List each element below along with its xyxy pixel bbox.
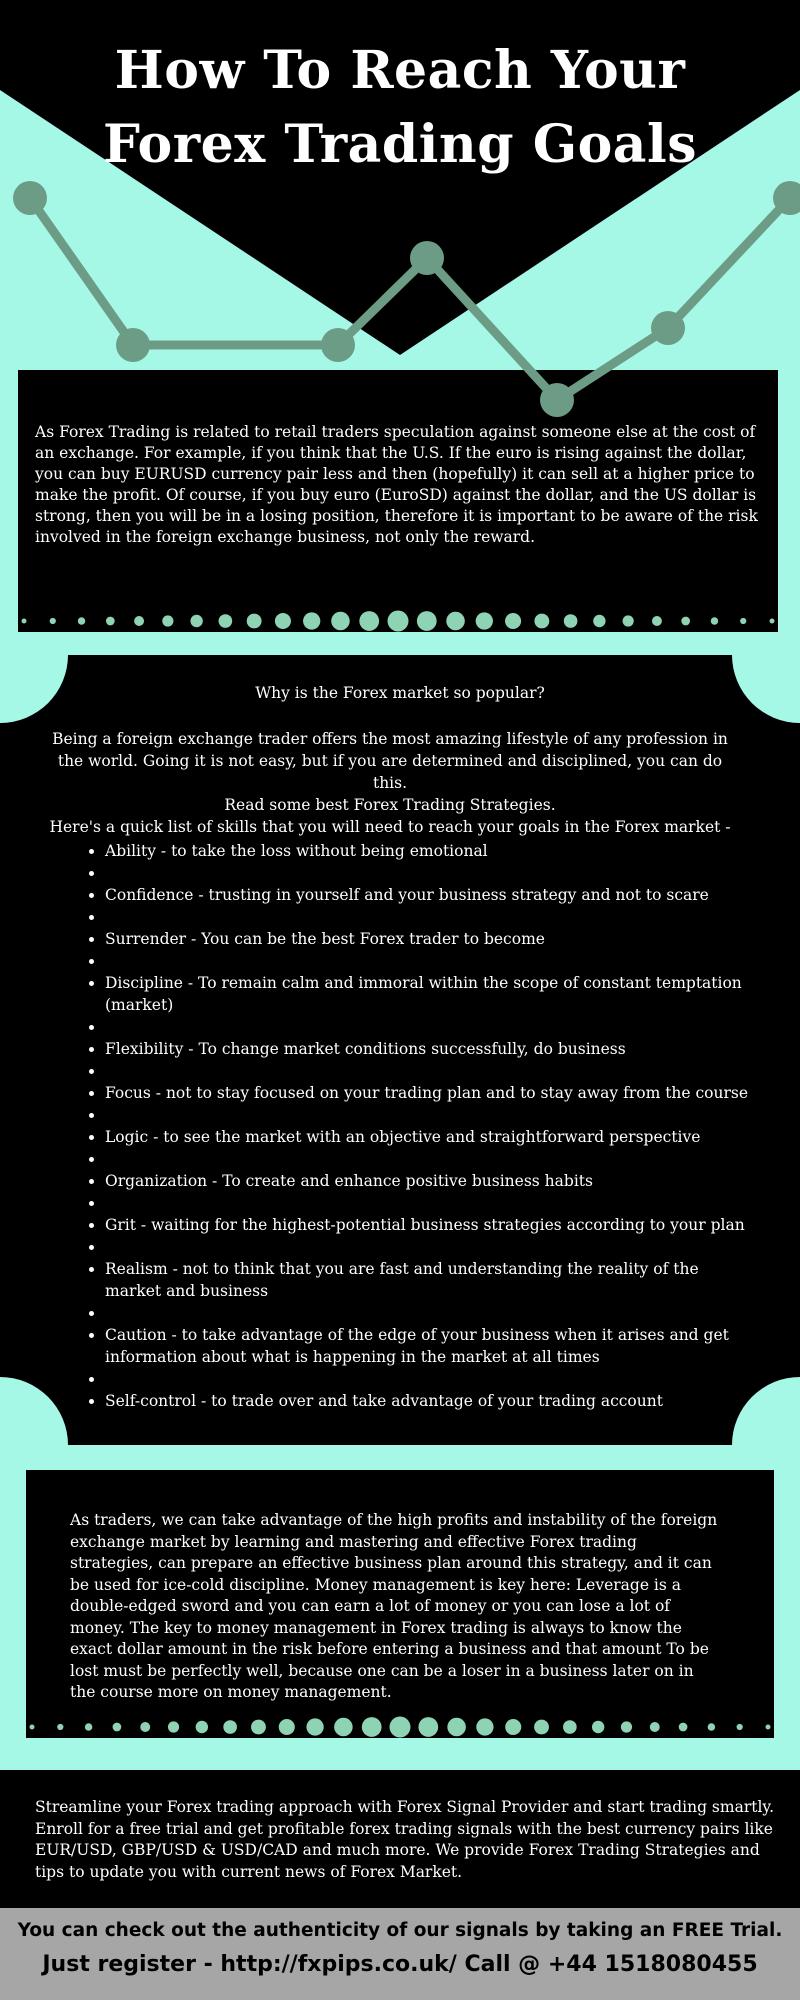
footer-trial-text: You can check out the authenticity of our signals by taking an FREE Trial. [17, 1920, 783, 1941]
divider-dot [134, 616, 144, 626]
skill-item: Realism - not to think that you are fast and understanding the reality of the market and business [105, 1258, 750, 1302]
divider-dot [78, 617, 85, 624]
skill-item-empty [105, 1236, 750, 1258]
trend-node [116, 328, 150, 362]
skill-item: Ability - to take the loss without being emotional [105, 840, 750, 862]
divider-dot [251, 1720, 266, 1735]
divider-dot [737, 1724, 743, 1730]
skills-list [105, 840, 750, 1412]
divider-dot [476, 1718, 493, 1735]
skill-item: Surrender - You can be the best Forex trader to become [105, 928, 750, 950]
trend-node [321, 328, 355, 362]
skill-item-empty [105, 906, 750, 928]
divider-dot [623, 615, 634, 626]
divider-dot [708, 1723, 715, 1730]
divider-dot [219, 614, 233, 628]
skill-item-empty [105, 1148, 750, 1170]
divider-dot [679, 1723, 688, 1732]
popular-line: the world. Going it is not easy, but if you are determined and disciplined, you can do this. [57, 752, 723, 792]
divider-dot [621, 1721, 632, 1732]
divider-dot [534, 1720, 549, 1735]
page-title-line-1: How To Reach Your [114, 40, 686, 101]
divider-dot [113, 1723, 122, 1732]
skill-item: Focus - not to stay focused on your trading plan and to stay away from the course [105, 1084, 749, 1102]
divider-dot [168, 1721, 179, 1732]
divider-dot [711, 617, 718, 624]
divider-dot [388, 611, 409, 632]
divider-dot [22, 619, 27, 624]
skill-item-empty [105, 1104, 750, 1126]
divider-dot [190, 615, 202, 627]
divider-dot [359, 611, 379, 631]
divider-dot [85, 1723, 92, 1730]
traders-paragraph: As traders, we can take advantage of the high profits and instability of the foreign exchange market by learning and mastering and effective Forex trading strategies, can prepare an effective business plan around this strategy, and it can be used for ice-cold discipline. Money management is key here: Leverage is a double-edged sword and you can earn a lot of money or you can lose a lot of money. The key to money management in Forex trading is always to know the exact dollar amount in the risk before entering a business and that amount To be lost must be perfectly well, because one can be a loser in a business later on in the course more on money management. [70, 1511, 718, 1701]
streamline-paragraph: Streamline your Forex trading approach with Forex Signal Provider and start trading smartly. Enroll for a free trial and get profitable forex trading signals with the best currency pairs like EUR/USD, GBP/USD & USD/CAD and much more. We provide Forex Trading Strategies and tips to update you with current news of Forex Market. [35, 1798, 775, 1881]
divider-dot [592, 1721, 604, 1733]
trend-node [410, 241, 444, 275]
divider-dot [30, 1725, 35, 1730]
divider-dot [50, 618, 56, 624]
divider-dot [279, 1719, 295, 1735]
dot-divider [18, 604, 778, 638]
divider-dot [476, 612, 493, 629]
skill-item: Discipline - To remain calm and immoral within the scope of constant temptation (market) [105, 972, 750, 1016]
divider-dot [275, 613, 291, 629]
popular-heading: Why is the Forex market so popular? [255, 684, 545, 702]
popular-intro [40, 728, 740, 838]
skill-item-empty [105, 1016, 750, 1038]
skill-item-empty [105, 1302, 750, 1324]
divider-dot [534, 614, 549, 629]
skill-item-empty [105, 950, 750, 972]
popular-line: Read some best Forex Trading Strategies. [224, 796, 556, 814]
divider-dot [766, 1725, 771, 1730]
divider-dot [362, 1717, 382, 1737]
divider-dot [563, 1720, 577, 1734]
divider-dot [306, 1718, 323, 1735]
popular-line: Here's a quick list of skills that you will need to reach your goals in the Forex market - [49, 818, 731, 836]
divider-dot [593, 615, 605, 627]
skill-item-empty [105, 1192, 750, 1214]
divider-dot [162, 615, 173, 626]
divider-dot [223, 1720, 237, 1734]
divider-dot [505, 613, 521, 629]
divider-dot [446, 612, 465, 631]
divider-dot [770, 619, 775, 624]
trend-node [651, 311, 685, 345]
divider-dot [418, 1717, 438, 1737]
skill-item: Self-control - to trade over and take advantage of your trading account [105, 1390, 750, 1412]
skill-item: Flexibility - To change market conditions successfully, do business [105, 1038, 750, 1060]
divider-dot [652, 616, 662, 626]
trend-node [13, 181, 47, 215]
divider-dot [417, 611, 437, 631]
divider-dot [740, 618, 746, 624]
skill-item-empty [105, 1060, 750, 1082]
trend-node [540, 383, 574, 417]
divider-dot [106, 617, 115, 626]
divider-dot [140, 1722, 150, 1732]
divider-dot [505, 1719, 521, 1735]
skill-item-empty [105, 1368, 750, 1390]
skill-item: Organization - To create and enhance positive business habits [105, 1170, 750, 1192]
divider-dot [331, 612, 350, 631]
dot-divider [26, 1710, 774, 1744]
divider-dot [57, 1724, 63, 1730]
divider-dot [247, 614, 262, 629]
intro-paragraph: As Forex Trading is related to retail traders speculation against someone else at the cost of an exchange. For example, if you think that the U.S. If the euro is rising against the dollar, you can buy EURUSD currency pair less and then (hopefully) it can sell at a higher price to make the profit. Of course, if you buy euro (EuroSD) against the dollar, and the US dollar is strong, then you will be in a losing position, therefore it is important to be aware of the risk involved in the foreign exchange business, not only the reward. [35, 423, 758, 546]
divider-dot [650, 1722, 660, 1732]
footer-contact-text: Just register - http://fxpips.co.uk/ Call @ +44 1518080455 [42, 1952, 758, 1977]
divider-dot [681, 617, 690, 626]
skill-item-empty [105, 862, 750, 884]
divider-dot [196, 1721, 208, 1733]
page-title-line-2: Forex Trading Goals [102, 114, 698, 175]
popular-line: Being a foreign exchange trader offers the most amazing lifestyle of any profession in [52, 730, 728, 748]
divider-dot [447, 1718, 466, 1737]
divider-dot [564, 614, 578, 628]
divider-dot [334, 1718, 353, 1737]
skill-item: Grit - waiting for the highest-potential business strategies according to your plan [105, 1214, 750, 1236]
divider-dot [390, 1717, 411, 1738]
skill-item: Confidence - trusting in yourself and your business strategy and not to scare [105, 884, 750, 906]
skill-item: Caution - to take advantage of the edge of your business when it arises and get information about what is happening in the market at all times [105, 1324, 750, 1368]
divider-dot [303, 612, 320, 629]
skill-item: Logic - to see the market with an objective and straightforward perspective [105, 1126, 750, 1148]
